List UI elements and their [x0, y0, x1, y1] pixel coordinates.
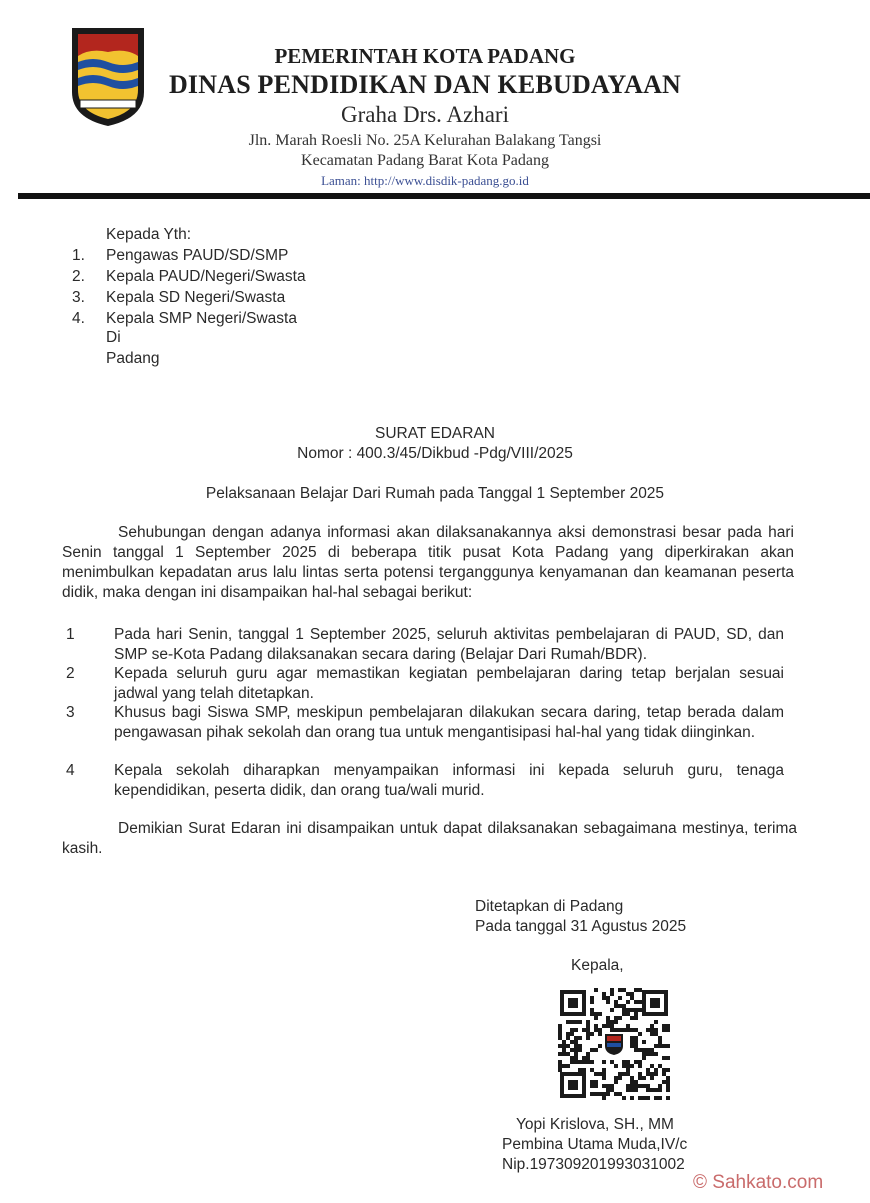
- recipient-text: Kepala SMP Negeri/Swasta: [106, 310, 297, 327]
- addressee-salutation: Kepada Yth:: [106, 226, 192, 243]
- letter-subject: Pelaksanaan Belajar Dari Rumah pada Tanggal 1 September 2025: [205, 485, 665, 502]
- point-text: Kepada seluruh guru agar memastikan kegiatan pembelajaran daring tetap berjalan sesuai jadwal yang telah ditetapkan.: [114, 665, 784, 702]
- signatory-nip: Nip.197309201993031002: [502, 1156, 685, 1173]
- recipient-number: 3.: [72, 289, 85, 306]
- point-text: Khusus bagi Siswa SMP, meskipun pembelajaran dilakukan secara daring, tetap berada dalam pengawasan pihak sekolah dan orang tua untuk mengantisipasi hal-hal yang tidak diinginkan.: [114, 704, 784, 741]
- recipient-item: [72, 310, 297, 328]
- point-item: [66, 625, 796, 665]
- letterhead-divider: [18, 193, 870, 199]
- letter-number: [0, 445, 870, 463]
- point-number: 2: [66, 665, 75, 682]
- signature-place: Ditetapkan di Padang: [475, 898, 624, 915]
- recipient-number: 1.: [72, 247, 85, 264]
- point-item: [66, 664, 796, 704]
- signatory-name: Yopi Krislova, SH., MM: [516, 1116, 674, 1133]
- letterhead-address-line2: Kecamatan Padang Barat Kota Padang: [301, 152, 549, 169]
- recipient-item: [72, 247, 288, 265]
- letter-number-label: Nomor :: [297, 445, 353, 462]
- point-number: 3: [66, 704, 75, 721]
- watermark-text: © Sahkato.com: [693, 1172, 824, 1193]
- recipient-number: 2.: [72, 268, 85, 285]
- letterhead-address-line1: Jln. Marah Roesli No. 25A Kelurahan Balakang Tangsi: [248, 132, 602, 149]
- recipient-text: Pengawas PAUD/SD/SMP: [106, 247, 289, 264]
- qr-center-emblem-icon: [602, 1032, 626, 1056]
- recipient-text: Kepala SD Negeri/Swasta: [106, 289, 286, 306]
- point-item: [66, 761, 796, 801]
- signature-position: Kepala,: [571, 957, 624, 974]
- point-text: Kepala sekolah diharapkan menyampaikan informasi ini kepada seluruh guru, tenaga kependidikan, peserta didik, dan orang tua/wali murid.: [114, 762, 784, 799]
- recipient-item: [72, 268, 306, 286]
- point-number: 1: [66, 626, 75, 643]
- intro-paragraph: Sehubungan dengan adanya informasi akan dilaksanakannya aksi demonstrasi besar pada hari Senin tanggal 1 September 2025 di beberapa titik pusat Kota Padang yang diperkirakan akan menimbulkan kepadatan arus lalu lintas serta potensi terganggunya kenyamanan dan keamanan peserta didik, maka dengan ini disampaikan hal-hal sebagai berikut:: [62, 524, 794, 601]
- recipient-item: [72, 289, 285, 307]
- closing-paragraph: Demikian Surat Edaran ini disampaikan untuk dapat dilaksanakan sebagaimana mestinya, terima kasih.: [62, 820, 797, 857]
- letter-number-value: 400.3/45/Dikbud -Pdg/VIII/2025: [356, 445, 573, 462]
- addressee-city: Padang: [106, 350, 160, 367]
- city-emblem-logo: [66, 22, 150, 130]
- signatory-rank: Pembina Utama Muda,IV/c: [502, 1136, 688, 1153]
- letterhead-government: PEMERINTAH KOTA PADANG: [274, 44, 576, 68]
- point-item: [66, 703, 796, 763]
- letter-title: SURAT EDARAN: [374, 425, 495, 442]
- recipient-number: 4.: [72, 310, 85, 327]
- letterhead-website-link[interactable]: Laman: http://www.disdik-padang.go.id: [321, 173, 529, 188]
- addressee-di: Di: [106, 329, 121, 346]
- qr-code-signature: [558, 988, 670, 1100]
- letterhead-department: DINAS PENDIDIKAN DAN KEBUDAYAAN: [168, 70, 682, 99]
- point-number: 4: [66, 762, 75, 779]
- recipient-text: Kepala PAUD/Negeri/Swasta: [106, 268, 306, 285]
- letterhead-building: Graha Drs. Azhari: [341, 102, 509, 127]
- point-text: Pada hari Senin, tanggal 1 September 2025, seluruh aktivitas pembelajaran di PAUD, SD, dan SMP se-Kota Padang dilaksanakan secara daring (Belajar Dari Rumah/BDR).: [114, 626, 784, 663]
- signature-date: Pada tanggal 31 Agustus 2025: [475, 918, 687, 935]
